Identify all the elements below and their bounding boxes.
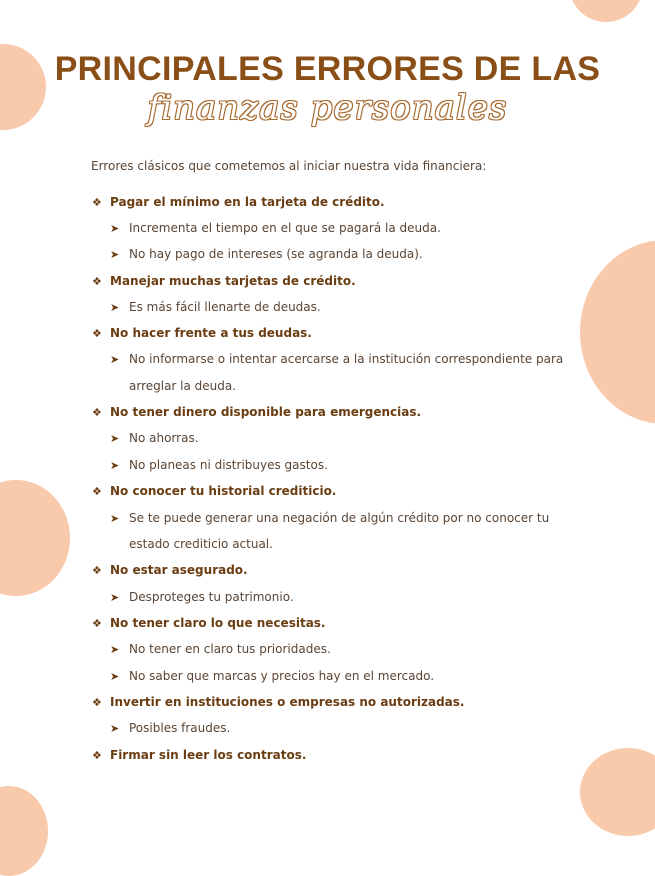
intro-text: Errores clásicos que cometemos al iniciar nuestra vida financiera: xyxy=(91,159,487,173)
sub-item-text: No saber que marcas y precios hay en el mercado. xyxy=(129,669,435,683)
list-item-label: Invertir en instituciones o empresas no autorizadas. xyxy=(110,695,465,709)
sub-item-text: No planeas ni distribuyes gastos. xyxy=(129,458,328,472)
diamond-bullet-icon: ❖ xyxy=(92,564,102,577)
diamond-bullet-icon: ❖ xyxy=(92,485,102,498)
diamond-bullet-icon: ❖ xyxy=(92,749,102,762)
arrow-bullet-icon: ➤ xyxy=(110,248,120,261)
list-item-label: No tener claro lo que necesitas. xyxy=(110,616,326,630)
sub-item-text: Incrementa el tiempo en el que se pagará la deuda. xyxy=(129,221,441,235)
sub-item-text: Se te puede generar una negación de algún crédito por no conocer tu xyxy=(129,511,550,525)
diamond-bullet-icon: ❖ xyxy=(92,196,102,209)
list-item-label: No estar asegurado. xyxy=(110,563,248,577)
sub-item xyxy=(110,247,423,261)
sub-item-text: No ahorras. xyxy=(129,431,199,445)
sub-item-continuation: estado crediticio actual. xyxy=(129,537,273,551)
arrow-bullet-icon: ➤ xyxy=(110,591,120,604)
list-item-label: Manejar muchas tarjetas de crédito. xyxy=(110,274,356,288)
list-item-label: No conocer tu historial crediticio. xyxy=(110,484,337,498)
list-item xyxy=(92,616,326,630)
list-item xyxy=(92,274,356,288)
arrow-bullet-icon: ➤ xyxy=(110,353,120,366)
sub-item xyxy=(110,669,434,683)
sub-item-text: Es más fácil llenarte de deudas. xyxy=(129,300,321,314)
decorative-circle xyxy=(569,0,643,22)
sub-item-text: No informarse o intentar acercarse a la institución correspondiente para xyxy=(129,352,564,366)
sub-item-text: Desproteges tu patrimonio. xyxy=(129,590,294,604)
arrow-bullet-icon: ➤ xyxy=(110,722,120,735)
diamond-bullet-icon: ❖ xyxy=(92,327,102,340)
list-item-label: No hacer frente a tus deudas. xyxy=(110,326,312,340)
decorative-circle xyxy=(580,748,655,836)
arrow-bullet-icon: ➤ xyxy=(110,670,120,683)
page-subtitle: finanzas personales xyxy=(147,88,508,128)
sub-item xyxy=(110,721,230,735)
sub-item-text: No hay pago de intereses (se agranda la deuda). xyxy=(129,247,423,261)
list-item xyxy=(92,326,312,340)
sub-item xyxy=(110,590,294,604)
list-item xyxy=(92,695,464,709)
diamond-bullet-icon: ❖ xyxy=(92,406,102,419)
list-item xyxy=(92,195,385,209)
sub-item-continuation: arreglar la deuda. xyxy=(129,379,237,393)
list-item xyxy=(92,484,336,498)
sub-item xyxy=(110,511,549,525)
decorative-circle xyxy=(0,786,48,876)
arrow-bullet-icon: ➤ xyxy=(110,643,120,656)
sub-item xyxy=(110,352,563,366)
arrow-bullet-icon: ➤ xyxy=(110,512,120,525)
list-item-label: Firmar sin leer los contratos. xyxy=(110,748,307,762)
arrow-bullet-icon: ➤ xyxy=(110,432,120,445)
list-item-label: Pagar el mínimo en la tarjeta de crédito. xyxy=(110,195,385,209)
diamond-bullet-icon: ❖ xyxy=(92,617,102,630)
arrow-bullet-icon: ➤ xyxy=(110,301,120,314)
list-item xyxy=(92,748,306,762)
arrow-bullet-icon: ➤ xyxy=(110,459,120,472)
sub-item xyxy=(110,221,441,235)
page-title: PRINCIPALES ERRORES DE LAS xyxy=(54,50,601,88)
sub-item xyxy=(110,458,328,472)
sub-item-text: No tener en claro tus prioridades. xyxy=(129,642,331,656)
diamond-bullet-icon: ❖ xyxy=(92,696,102,709)
decorative-circle xyxy=(0,480,70,596)
sub-item xyxy=(110,431,199,445)
diamond-bullet-icon: ❖ xyxy=(92,275,102,288)
sub-item xyxy=(110,300,321,314)
list-item xyxy=(92,563,248,577)
arrow-bullet-icon: ➤ xyxy=(110,222,120,235)
sub-item-text: Posibles fraudes. xyxy=(129,721,231,735)
sub-item xyxy=(110,642,331,656)
decorative-circle xyxy=(580,240,655,424)
list-item xyxy=(92,405,421,419)
list-item-label: No tener dinero disponible para emergencias. xyxy=(110,405,422,419)
